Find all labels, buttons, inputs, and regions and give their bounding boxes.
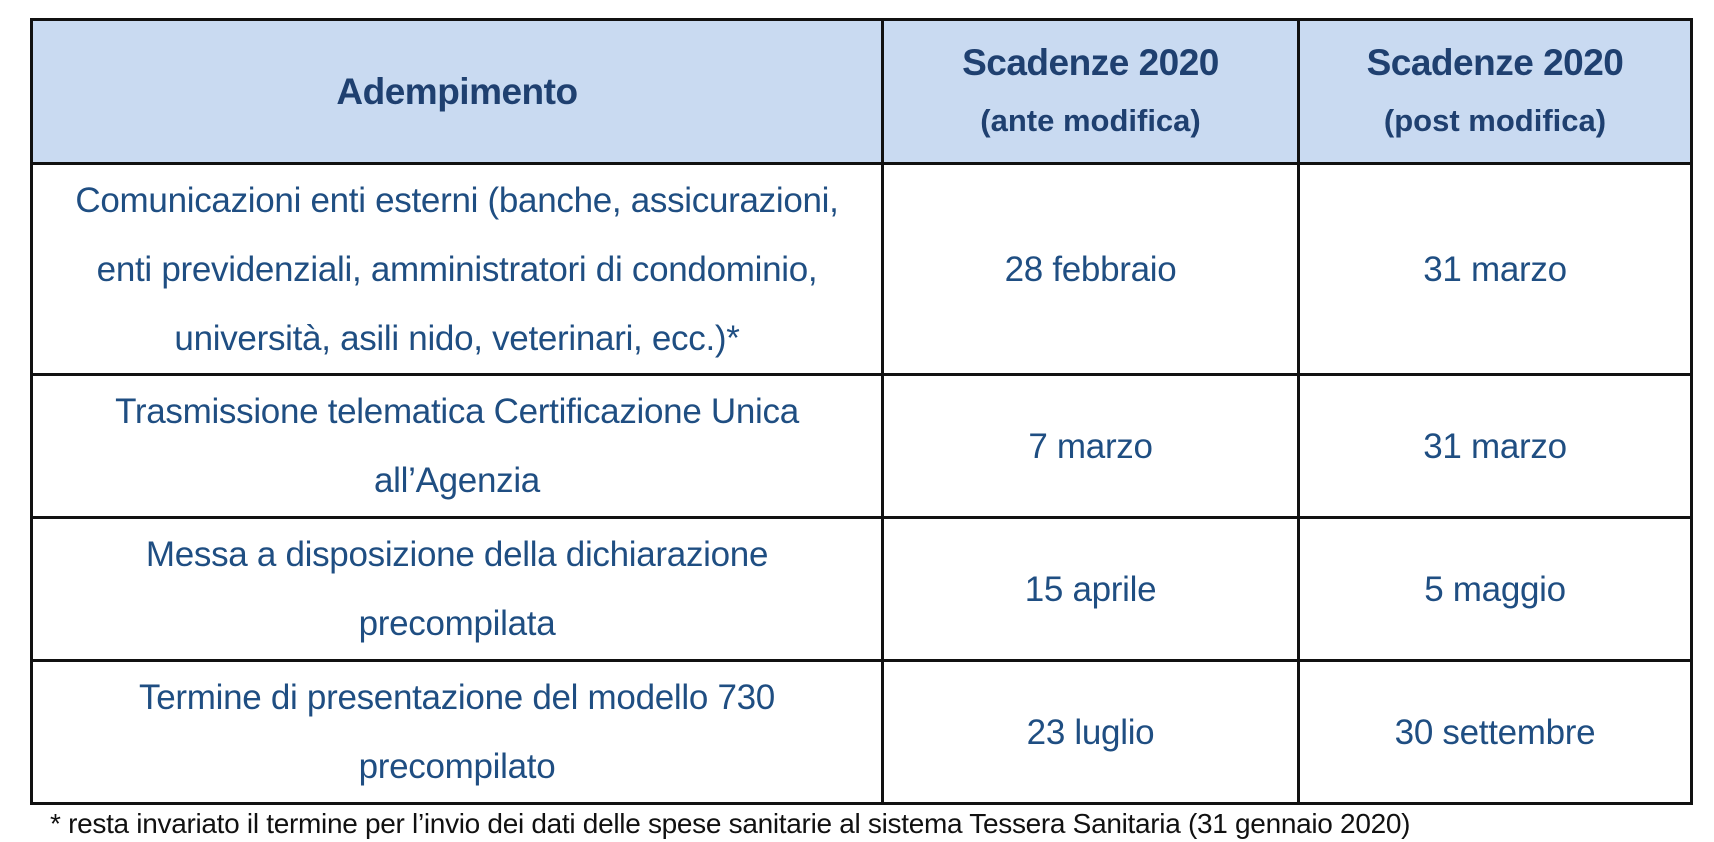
table-row: [32, 164, 1692, 375]
table-body: [32, 164, 1692, 804]
after-date: 31 marzo: [1423, 249, 1567, 289]
header-task: [32, 20, 883, 164]
table-row: [32, 375, 1692, 518]
before-date: 23 luglio: [1026, 712, 1155, 752]
task-cell: [32, 661, 883, 804]
task-text: Messa a disposizione della dichiarazione precompilata: [145, 535, 769, 643]
task-cell: [32, 518, 883, 661]
table-row: [32, 518, 1692, 661]
task-text: Comunicazioni enti esterni (banche, assicurazioni, enti previdenziali, amministratori di condominio, università, asili nido, veterinari, ecc.)*: [75, 180, 839, 358]
header-before-subtitle: (ante modifica): [980, 102, 1201, 138]
task-text: Termine di presentazione del modello 730 precompilato: [139, 678, 775, 786]
header-after-title: Scadenze 2020: [1366, 41, 1624, 83]
header-row: [32, 20, 1692, 164]
header-before: [883, 20, 1299, 164]
header-before-title: Scadenze 2020: [962, 41, 1219, 83]
after-date: 5 maggio: [1424, 569, 1566, 609]
before-date-cell: [883, 661, 1299, 804]
table-row: [32, 661, 1692, 804]
task-cell: [32, 164, 883, 375]
after-date: 30 settembre: [1394, 712, 1596, 752]
before-date-cell: [883, 164, 1299, 375]
before-date: 15 aprile: [1024, 569, 1157, 609]
after-date-cell: [1299, 375, 1692, 518]
task-cell: [32, 375, 883, 518]
header-after: [1299, 20, 1692, 164]
task-text: Trasmissione telematica Certificazione Unica all’Agenzia: [115, 392, 799, 500]
before-date-cell: [883, 375, 1299, 518]
before-date: 28 febbraio: [1004, 249, 1177, 289]
deadlines-table: [30, 18, 1693, 805]
after-date-cell: [1299, 518, 1692, 661]
header-after-subtitle: (post modifica): [1383, 102, 1607, 138]
before-date: 7 marzo: [1028, 426, 1153, 466]
header-task-label: Adempimento: [336, 70, 578, 112]
after-date-cell: [1299, 661, 1692, 804]
table-header: [32, 20, 1692, 164]
after-date-cell: [1299, 164, 1692, 375]
before-date-cell: [883, 518, 1299, 661]
after-date: 31 marzo: [1423, 426, 1567, 466]
footnote: * resta invariato il termine per l’invio dei dati delle spese sanitarie al sistema Tessera Sanitaria (31 gennaio 2020): [50, 808, 1411, 839]
